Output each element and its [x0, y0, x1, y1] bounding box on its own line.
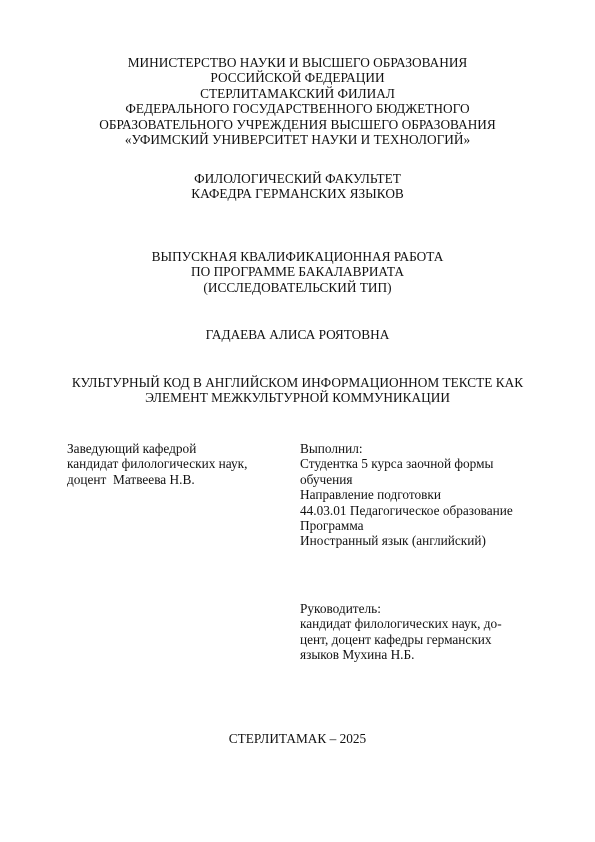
organization-line: ФЕДЕРАЛЬНОГО ГОСУДАРСТВЕННОГО БЮДЖЕТНОГО: [125, 101, 470, 117]
head-of-chair-line: Заведующий кафедрой: [67, 441, 197, 456]
thesis-title-line: ЭЛЕМЕНТ МЕЖКУЛЬТУРНОЙ КОММУНИКАЦИИ: [145, 390, 450, 406]
supervisor-line: кандидат филологических наук, до-: [300, 616, 502, 632]
supervisor-line: Руководитель:: [300, 601, 381, 616]
supervisor-block: [300, 601, 502, 663]
organization-line: РОССИЙСКОЙ ФЕДЕРАЦИИ: [210, 70, 385, 86]
organization-line: МИНИСТЕРСТВО НАУКИ И ВЫСШЕГО ОБРАЗОВАНИЯ: [127, 55, 468, 70]
work-type-line: ПО ПРОГРАММЕ БАКАЛАВРИАТА: [191, 264, 404, 280]
organization-header: [0, 55, 595, 147]
supervisor-line: языков Мухина Н.Б.: [300, 647, 415, 663]
organization-line: СТЕРЛИТАМАКСКИЙ ФИЛИАЛ: [200, 85, 395, 101]
performer-block: [300, 441, 513, 549]
supervisor-line: цент, доцент кафедры германских: [300, 631, 492, 647]
work-type-line: (ИССЛЕДОВАТЕЛЬСКИЙ ТИП): [203, 279, 392, 295]
organization-line: «УФИМСКИЙ УНИВЕРСИТЕТ НАУКИ И ТЕХНОЛОГИЙ»: [124, 132, 471, 148]
author-name: [0, 327, 595, 342]
performer-line: Направление подготовки: [300, 487, 441, 503]
head-of-chair-line: доцент Матвеева Н.В.: [67, 471, 195, 487]
work-type: [0, 249, 595, 295]
performer-line: Иностранный язык (английский): [300, 533, 486, 549]
performer-line: 44.03.01 Педагогическое образование: [300, 502, 513, 518]
faculty-name: ФИЛОЛОГИЧЕСКИЙ ФАКУЛЬТЕТ: [194, 171, 401, 186]
performer-line: обучения: [300, 471, 353, 487]
head-of-chair-line: кандидат филологических наук,: [67, 456, 248, 472]
chair-name: КАФЕДРА ГЕРМАНСКИХ ЯЗЫКОВ: [191, 186, 404, 202]
organization-line: ОБРАЗОВАТЕЛЬНОГО УЧРЕЖДЕНИЯ ВЫСШЕГО ОБРАЗОВАНИЯ: [99, 116, 496, 132]
author-name-text: ГАДАЕВА АЛИСА РОЯТОВНА: [205, 327, 390, 342]
work-type-line: ВЫПУСКНАЯ КВАЛИФИКАЦИОННАЯ РАБОТА: [151, 249, 444, 264]
head-of-chair-block: [67, 441, 247, 487]
city-year-text: СТЕРЛИТАМАК – 2025: [228, 731, 367, 746]
thesis-title: [0, 375, 595, 406]
department-header: [0, 171, 595, 202]
performer-line: Студентка 5 курса заочной формы: [300, 456, 494, 472]
performer-line: Программа: [300, 518, 364, 534]
performer-line: Выполнил:: [300, 441, 363, 456]
thesis-title-line: КУЛЬТУРНЫЙ КОД В АНГЛИЙСКОМ ИНФОРМАЦИОННОМ ТЕКСТЕ КАК: [71, 375, 524, 390]
city-year-footer: [0, 731, 595, 746]
